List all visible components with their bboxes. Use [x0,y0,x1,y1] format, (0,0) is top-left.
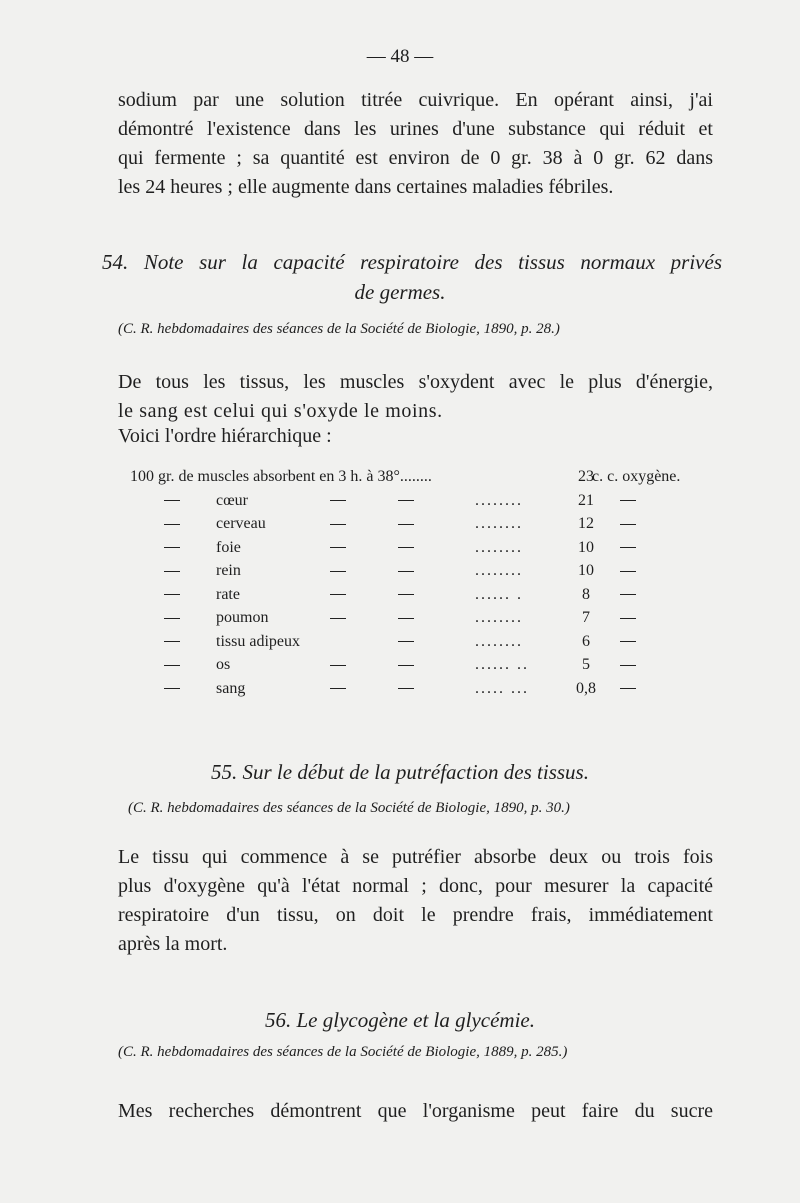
organ-label: cœur [216,491,248,509]
page-number: — 48 — [366,46,434,67]
leader-dots: ........ [475,538,523,556]
oxygen-table [130,468,720,703]
table-row [130,539,720,563]
ditto-dash [330,586,346,604]
section-56-reference: (C. R. hebdomadaires des séances de la Société de Biologie, 1889, p. 285.) [118,1044,568,1060]
organ-label: tissu adipeux [216,632,300,650]
table-value: 7 [582,609,590,626]
organ-label: os [216,656,231,673]
text-line: Mes recherches démontrent que l'organisme peut faire du sucre [118,1100,713,1122]
ditto-dash [398,586,414,604]
table-first-label: 100 gr. de muscles absorbent en 3 h. à 38°........ [130,468,432,485]
text-line: démontré l'existence dans les urines d'une substance qui réduit et [118,118,713,140]
ditto-dash [164,562,180,580]
text-line: les 24 heures ; elle augmente dans certaines maladies fébriles. [118,176,614,198]
table-value: 23 [578,468,594,485]
table-row [130,656,720,680]
leader-dots: ...... . [475,585,523,603]
ditto-dash [620,562,636,580]
table-row [130,609,720,633]
table-intro: Voici l'ordre hiérarchique : [118,425,332,447]
table-row [130,468,720,492]
ditto-dash [398,515,414,533]
table-value: 8 [582,585,590,603]
ditto-dash [620,656,636,674]
section-56-paragraph [118,1097,713,1126]
table-value: 6 [582,632,590,650]
ditto-dash [330,562,346,580]
organ-label: cerveau [216,515,266,532]
ditto-dash [398,562,414,580]
table-unit: c. c. oxygène. [592,468,681,485]
section-56-title: 56. Le glycogène et la glycémie. [265,1008,535,1032]
leader-dots: ..... ... [475,679,529,697]
ditto-dash [620,539,636,557]
section-55-title: 55. Sur le début de la putréfaction des tissus. [211,760,589,784]
table-row [130,515,720,539]
ditto-dash [164,680,180,698]
ditto-dash [398,656,414,674]
ditto-dash [620,515,636,533]
text-line: après la mort. [118,933,228,955]
section-54-paragraph [118,368,713,426]
ditto-dash [620,492,636,510]
table-value: 12 [578,515,594,532]
ditto-dash [164,609,180,627]
ditto-dash [398,609,414,627]
text-line: plus d'oxygène qu'à l'état normal ; donc, pour mesurer la capacité [118,875,713,897]
ditto-dash [398,539,414,557]
text-line: qui fermente ; sa quantité est environ de 0 gr. 38 à 0 gr. 62 dans [118,147,713,169]
leader-dots: ........ [475,515,523,532]
ditto-dash [330,609,346,627]
leader-dots: ........ [475,609,523,626]
ditto-dash [330,680,346,698]
intro-paragraph [118,86,713,202]
table-value: 21 [578,491,594,509]
section-54-title-line2: de germes. [354,280,446,304]
ditto-dash [620,680,636,698]
table-value: 0,8 [576,679,596,697]
table-value: 10 [578,562,594,579]
ditto-dash [164,492,180,510]
ditto-dash [398,633,414,651]
text-line: De tous les tissus, les muscles s'oxydent avec le plus d'énergie, [118,371,713,393]
ditto-dash [330,515,346,533]
table-row [130,586,720,610]
ditto-dash [164,539,180,557]
table-value: 5 [582,656,590,673]
section-54-title-line1: 54. Note sur la capacité respiratoire des tissus normaux privés [102,250,722,274]
organ-label: poumon [216,609,269,626]
organ-label: sang [216,679,246,697]
organ-label: foie [216,538,241,556]
ditto-dash [164,656,180,674]
text-line: le sang est celui qui s'oxyde le moins. [118,400,443,422]
text-line: sodium par une solution titrée cuivrique. En opérant ainsi, j'ai [118,89,713,111]
table-row [130,492,720,516]
ditto-dash [398,492,414,510]
ditto-dash [620,633,636,651]
ditto-dash [620,586,636,604]
ditto-dash [620,609,636,627]
leader-dots: ........ [475,632,523,650]
table-row [130,562,720,586]
table-value: 10 [578,538,594,556]
ditto-dash [164,586,180,604]
table-row [130,680,720,704]
organ-label: rein [216,562,241,579]
leader-dots: ........ [475,562,523,579]
ditto-dash [164,633,180,651]
organ-label: rate [216,585,240,603]
section-55-reference: (C. R. hebdomadaires des séances de la Société de Biologie, 1890, p. 30.) [128,800,570,816]
ditto-dash [398,680,414,698]
ditto-dash [330,492,346,510]
table-row [130,633,720,657]
text-line: Le tissu qui commence à se putréfier absorbe deux ou trois fois [118,846,713,868]
section-55-paragraph [118,843,713,959]
ditto-dash [330,539,346,557]
text-line: respiratoire d'un tissu, on doit le prendre frais, immédiatement [118,904,713,926]
ditto-dash [164,515,180,533]
ditto-dash [330,656,346,674]
leader-dots: ........ [475,491,523,509]
section-54-reference: (C. R. hebdomadaires des séances de la Société de Biologie, 1890, p. 28.) [118,321,560,337]
leader-dots: ...... .. [475,656,529,673]
